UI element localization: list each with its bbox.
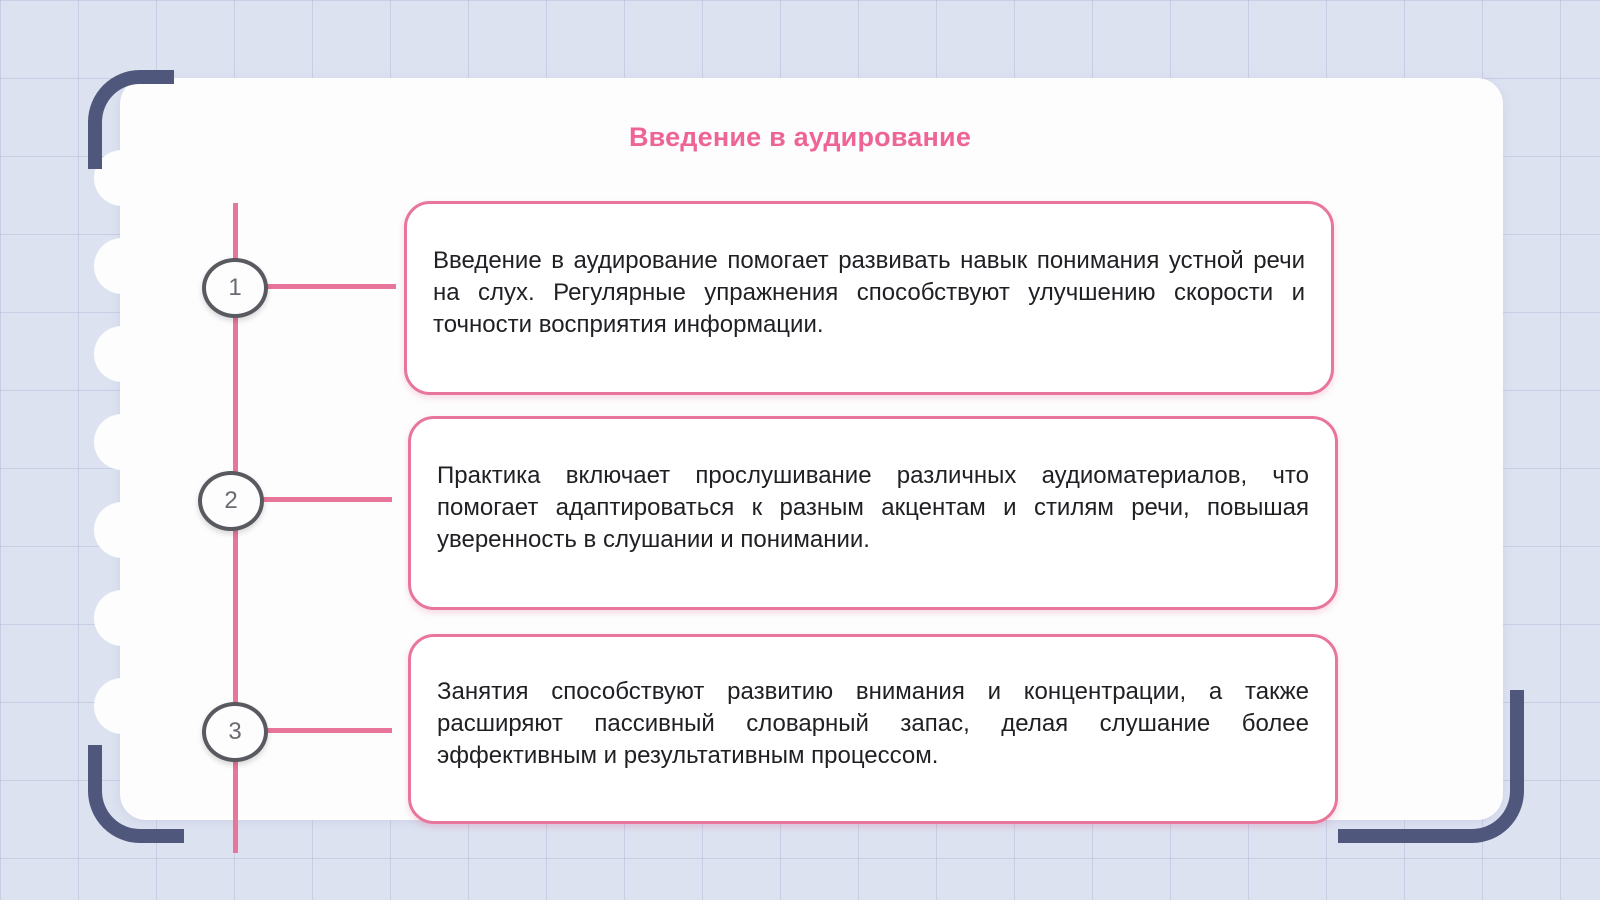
timeline-connector xyxy=(266,728,392,733)
paper-scallop xyxy=(94,238,150,294)
step-card-text: Практика включает прослушивание различных аудиоматериалов, что помогает адаптироваться к разным акцентам и стилям речи, повышая уверенность в слушании и понимании. xyxy=(437,462,1309,553)
timeline-connector xyxy=(262,497,392,502)
paper-scallop xyxy=(94,502,150,558)
frame-corner-bottom-right xyxy=(1338,690,1524,843)
paper-scallop xyxy=(94,414,150,470)
step-card-1 xyxy=(404,201,1334,395)
step-number-2: 2 xyxy=(198,471,264,531)
frame-corner-top-left xyxy=(88,70,174,169)
slide-title: Введение в аудирование xyxy=(628,122,972,152)
paper-scallop xyxy=(94,326,150,382)
step-number-1: 1 xyxy=(202,258,268,318)
paper-scallop xyxy=(94,678,150,734)
step-card-2 xyxy=(408,416,1338,610)
frame-corner-bottom-left xyxy=(88,745,184,843)
step-number-3: 3 xyxy=(202,702,268,762)
step-card-text: Введение в аудирование помогает развивать навык понимания устной речи на слух. Регулярные упражнения способствуют улучшению скорости и точности восприятия информации. xyxy=(433,247,1305,338)
step-card-text: Занятия способствуют развитию внимания и концентрации, а также расширяют пассивный словарный запас, делая слушание более эффективным и результативным процессом. xyxy=(437,678,1309,769)
timeline-connector xyxy=(266,284,396,289)
step-card-3 xyxy=(408,634,1338,824)
paper-scallop xyxy=(94,590,150,646)
